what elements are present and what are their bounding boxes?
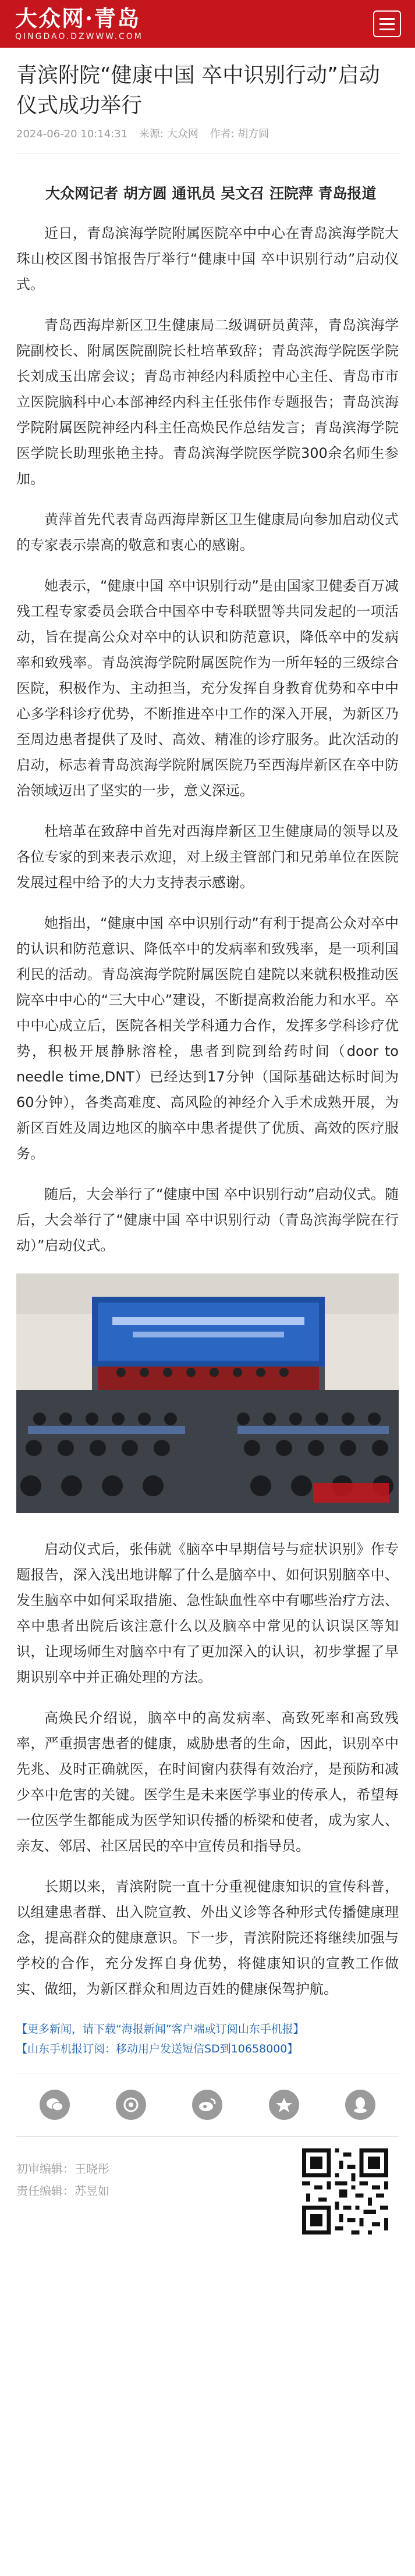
article-meta [16, 126, 399, 154]
event-photo[interactable] [16, 1273, 399, 1513]
promo-sms-subscribe-link[interactable]: 【山东手机报订阅：移动用户发送短信SD到10658000】 [16, 2043, 299, 2055]
qq-icon[interactable] [345, 2090, 375, 2120]
share-bar [16, 2073, 399, 2137]
article-paragraph: 随后，大会举行了“健康中国 卒中识别行动”启动仪式。随后，大会举行了“健康中国 卒中识别行动（青岛滨海学院在行动）”启动仪式。 [16, 1186, 399, 1254]
article-author: 作者: 胡方圆 [210, 128, 269, 140]
article [0, 61, 415, 2297]
hamburger-menu-icon[interactable] [373, 10, 401, 37]
article-paragraph: 黄萍首先代表青岛西海岸新区卫生健康局向参加启动仪式的专家表示崇高的敬意和衷心的感谢。 [16, 511, 399, 553]
article-paragraph: 高焕民介绍说，脑卒中的高发病率、高致死率和高致残率，严重损害患者的健康，威胁患者的生命，因此，识别卒中先兆、及时正确就医，在时间窗内获得有效治疗，是预防和减少卒中危害的关键。医学生是未来医学事业的传承人，希望每一位医学生都能成为医学知识传播的桥梁和使者，成为家人、亲友、邻居、社区居民的卒中宣传员和指导员。 [16, 1710, 399, 1854]
site-header [0, 0, 415, 48]
responsible-editor: 责任编辑：苏昱如 [16, 2184, 109, 2198]
article-source: 来源: 大众网 [139, 128, 198, 140]
promo-app-download-link[interactable]: 【更多新闻，请下载“海报新闻”客户端或订阅山东手机报】 [16, 2023, 304, 2036]
promo-links [16, 2019, 399, 2059]
publish-date: 2024-06-20 10:14:31 [16, 128, 128, 140]
first-editor: 初审编辑：王晓彤 [16, 2162, 109, 2176]
qzone-icon[interactable] [269, 2090, 299, 2120]
site-logo[interactable] [15, 6, 143, 41]
article-byline: 大众网记者 胡方圆 通讯员 吴文召 汪院萍 青岛报道 [45, 185, 377, 202]
article-paragraph: 启动仪式后，张伟就《脑卒中早期信号与症状识别》作专题报告，深入浅出地讲解了什么是脑卒中、如何识别脑卒中、发生脑卒中如何采取措施、急性缺血性卒中有哪些治疗方法、卒中患者出院后该注意什么以及脑卒中常见的认识误区等知识，让现场师生对脑卒中有了更加深入的认识，初步掌握了早期识别卒中并正确处理的方法。 [16, 1541, 399, 1685]
article-paragraph: 长期以来，青滨附院一直十分重视健康知识的宣传科普，以组建患者群、出入院宣教、外出义诊等各种形式传播健康理念，提高群众的健康意识。下一步，青滨附院还将继续加强与学校的合作，充分发挥自身优势，将健康知识的宣教工作做实、做细，为新区群众和周边百姓的健康保驾护航。 [16, 1878, 399, 1997]
weibo-icon[interactable] [192, 2090, 222, 2120]
article-paragraph: 杜培革在致辞中首先对西海岸新区卫生健康局的领导以及各位专家的到来表示欢迎，对上级主管部门和兄弟单位在医院发展过程中给予的大力支持表示感谢。 [16, 823, 399, 891]
article-title: 青滨附院“健康中国 卒中识别行动”启动仪式成功举行 [16, 63, 380, 118]
article-paragraph: 她表示，“健康中国 卒中识别行动”是由国家卫健委百万减残工程专家委员会联合中国卒中专科联盟等共同发起的一项活动，旨在提高公众对卒中的认识和防范意识，降低卒中的发病率和致残率。青岛滨海学院附属医院作为一所年轻的三级综合医院，积极作为、主动担当，充分发挥自身教育优势和卒中中心多学科诊疗优势，不断推进卒中工作的深入开展，为新区乃至周边患者提供了及时、高效、精准的诊疗服务。此次活动的启动，标志着青岛滨海学院附属医院乃至西海岸新区在卒中防治领域迈出了坚实的一步，意义深远。 [16, 578, 399, 799]
moments-icon[interactable] [116, 2090, 146, 2120]
article-paragraph: 她指出，“健康中国 卒中识别行动”有利于提高公众对卒中的认识和防范意识、降低卒中的发病率和致残率，是一项利国利民的活动。青岛滨海学院附属医院自建院以来就积极推动医院卒中中心的“三大中心”建设，不断提高救治能力和水平。卒中中心成立后，医院各相关学科通力合作，发挥多学科诊疗优势，积极开展静脉溶栓，患者到院到给药时间（door to needle time,DNT）已经达到17分钟（国际基础达标时间为60分钟），各类高难度、高风险的神经介入手术成熟开展，为新区百姓及周边地区的脑卒中患者提供了优质、高效的医疗服务。 [16, 915, 399, 1162]
article-footer [16, 2137, 399, 2297]
qr-code-icon [302, 2148, 388, 2235]
article-paragraph: 近日，青岛滨海学院附属医院卒中中心在青岛滨海学院大珠山校区图书馆报告厅举行“健康中国 卒中识别行动”启动仪式。 [16, 225, 399, 293]
logo-url: QINGDAO.DZWWW.COM [15, 32, 143, 41]
event-photo-illustration [16, 1273, 399, 1513]
article-paragraph: 青岛西海岸新区卫生健康局二级调研员黄萍，青岛滨海学院副校长、附属医院副院长杜培革致辞；青岛滨海学院医学院长刘成玉出席会议；青岛市神经内科质控中心主任、青岛市市立医院脑科中心本部神经内科主任张伟作专题报告；青岛滨海学院附属医院神经内科主任高焕民作总结发言；青岛滨海学院医学院长助理张艳主持。青岛滨海学院医学院300余名师生参加。 [16, 317, 399, 487]
logo-text: 大众网·青岛 [15, 5, 141, 31]
wechat-icon[interactable] [40, 2090, 70, 2120]
